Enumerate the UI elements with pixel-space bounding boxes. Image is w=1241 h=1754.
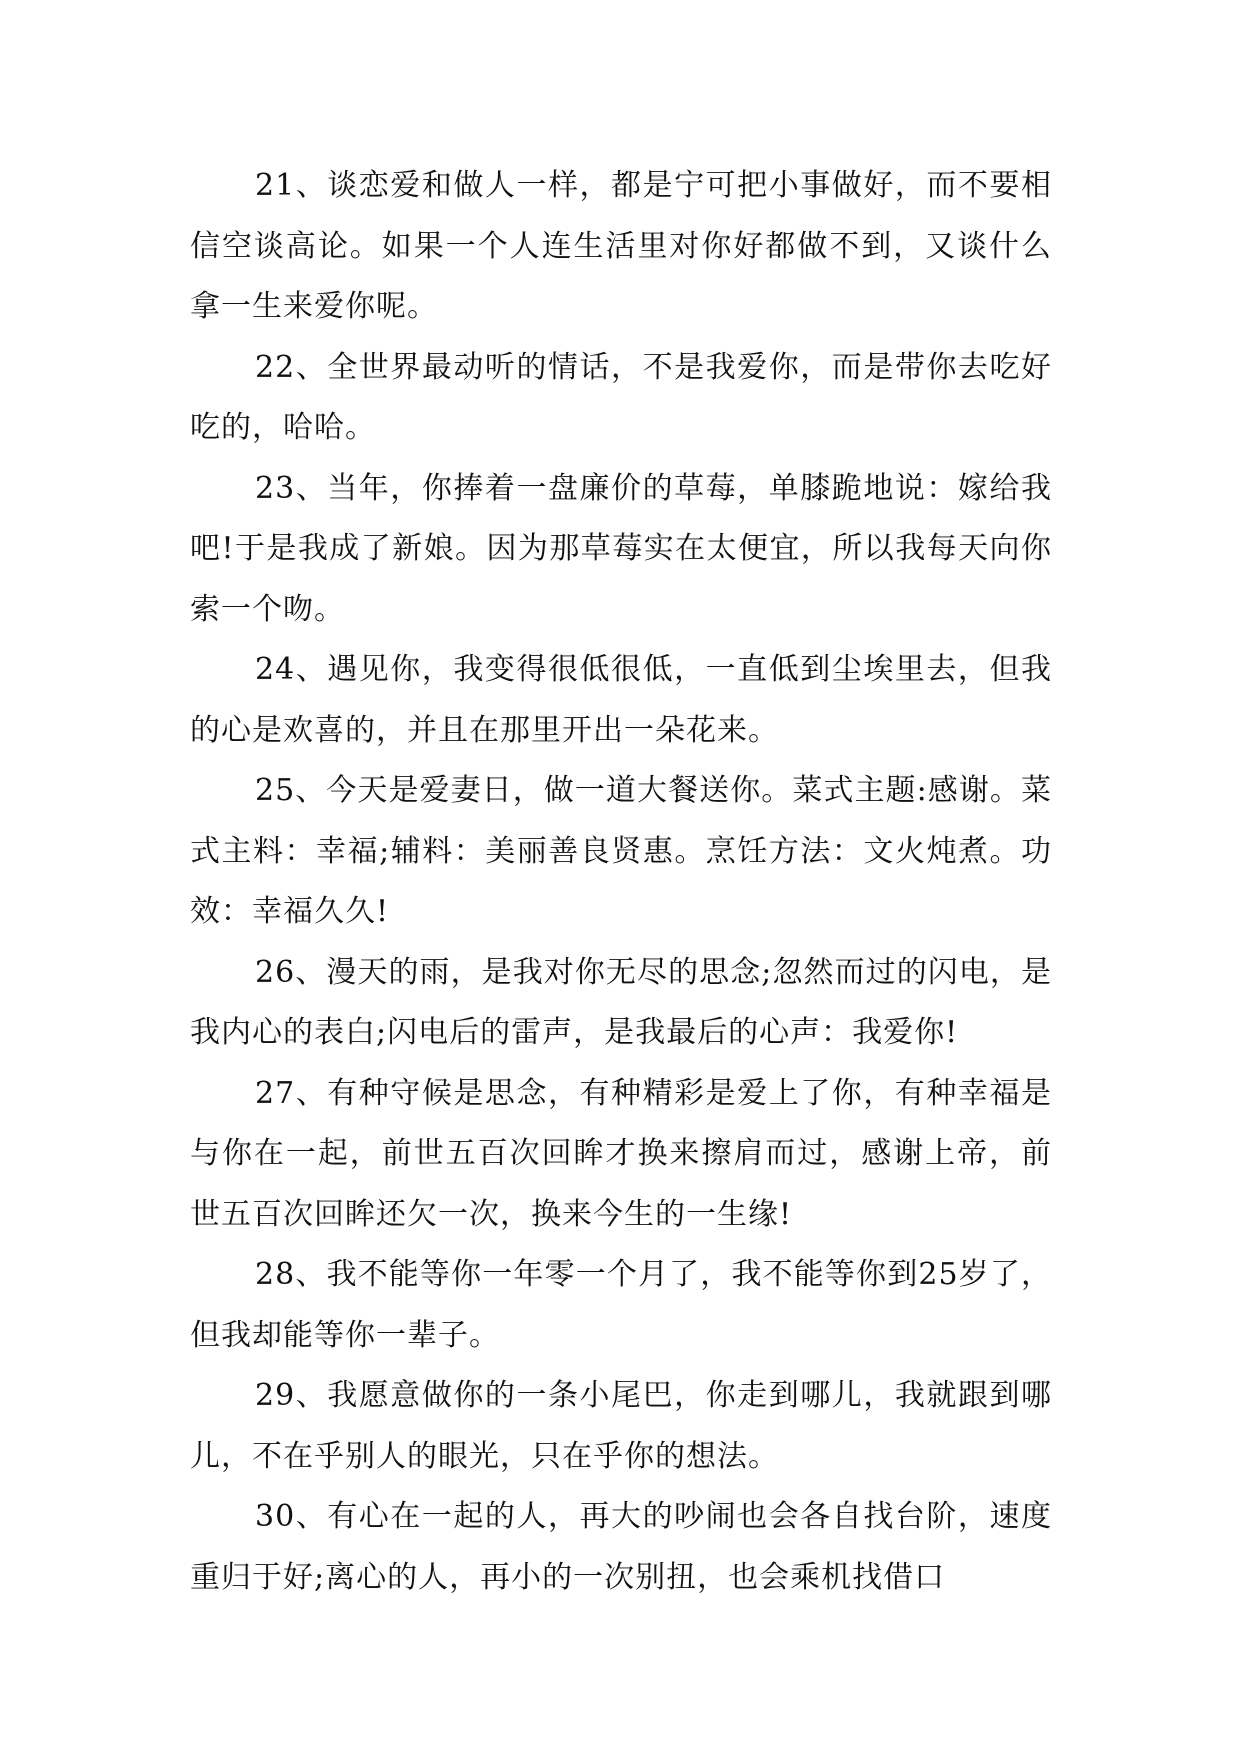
- paragraph-22: 22、全世界最动听的情话，不是我爱你，而是带你去吃好吃的，哈哈。: [190, 349, 1052, 445]
- paragraph-25: 25、今天是爱妻日，做一道大餐送你。菜式主题:感谢。菜式主料：幸福;辅料：美丽善良贤惠。烹饪方法：文火炖煮。功效：幸福久久!: [190, 773, 1052, 929]
- paragraph-27: 27、有种守候是思念，有种精彩是爱上了你，有种幸福是与你在一起，前世五百次回眸才换来擦肩而过，感谢上帝，前世五百次回眸还欠一次，换来今生的一生缘!: [190, 1075, 1052, 1232]
- paragraph-28: 28、我不能等你一年零一个月了，我不能等你到25岁了，但我却能等你一辈子。: [190, 1257, 1052, 1353]
- document-body: [190, 156, 1052, 1608]
- paragraph-23: 23、当年，你捧着一盘廉价的草莓，单膝跪地说：嫁给我吧!于是我成了新娘。因为那草莓实在太便宜，所以我每天向你索一个吻。: [190, 470, 1052, 627]
- paragraph-29: 29、我愿意做你的一条小尾巴，你走到哪儿，我就跟到哪儿，不在乎别人的眼光，只在乎你的想法。: [190, 1378, 1052, 1474]
- paragraph-21: 21、谈恋爱和做人一样，都是宁可把小事做好，而不要相信空谈高论。如果一个人连生活里对你好都做不到，又谈什么拿一生来爱你呢。: [190, 168, 1052, 324]
- paragraph-26: 26、漫天的雨，是我对你无尽的思念;忽然而过的闪电，是我内心的表白;闪电后的雷声，是我最后的心声：我爱你!: [190, 954, 1052, 1050]
- paragraph-24: 24、遇见你，我变得很低很低，一直低到尘埃里去，但我的心是欢喜的，并且在那里开出一朵花来。: [190, 652, 1052, 748]
- paragraph-30: 30、有心在一起的人，再大的吵闹也会各自找台阶，速度重归于好;离心的人，再小的一次别扭，也会乘机找借口: [190, 1499, 1052, 1595]
